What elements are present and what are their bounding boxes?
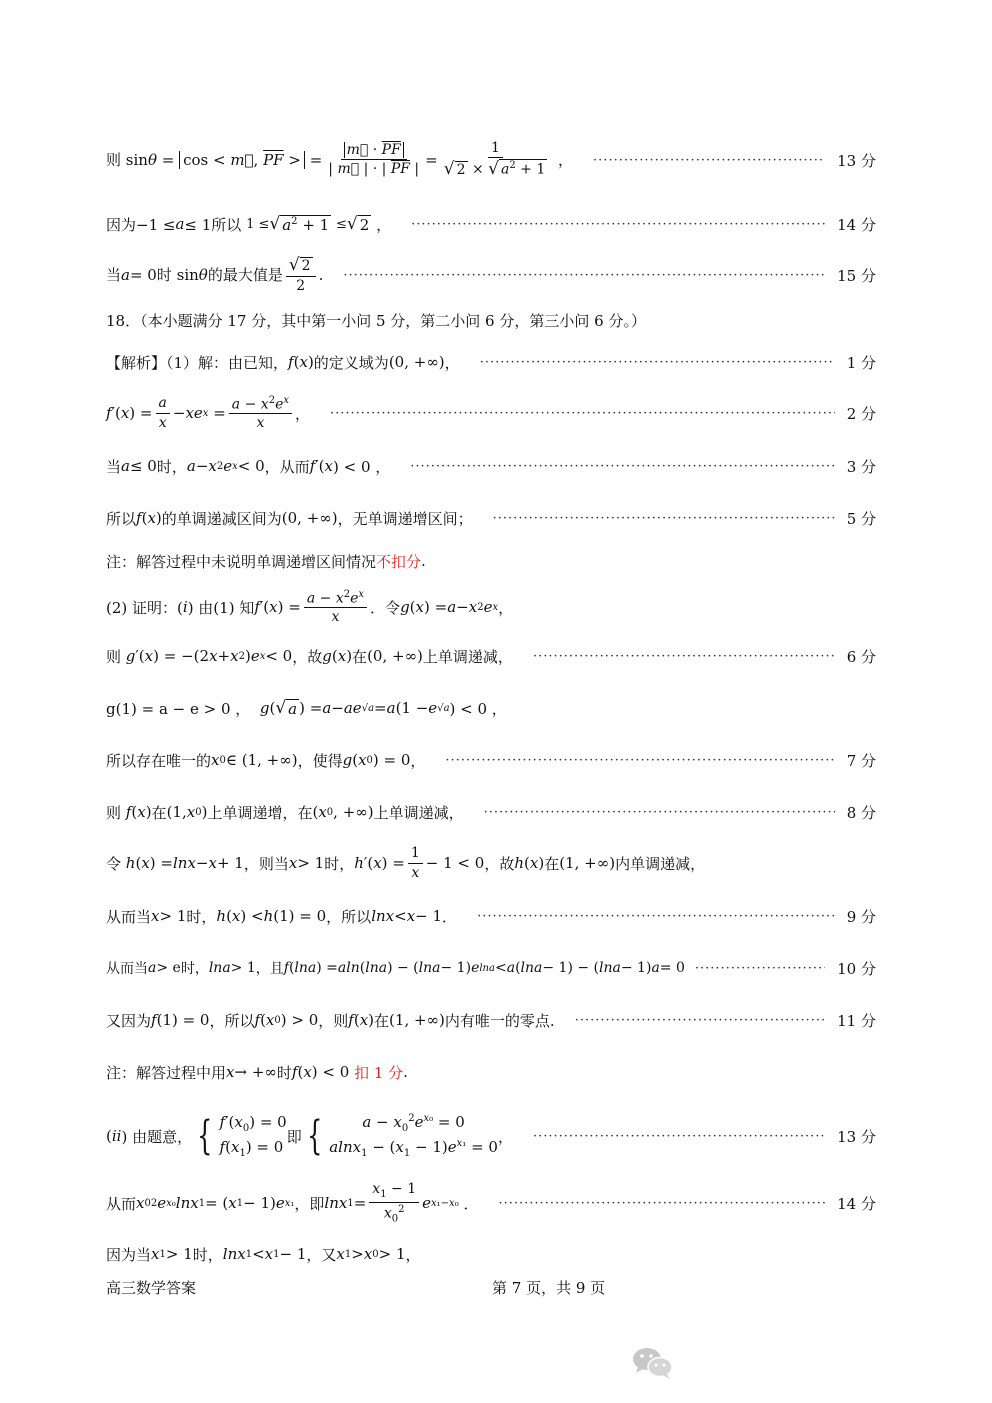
leader-dots (533, 1129, 825, 1144)
answer-line-2: f ′( x ) = $\frac{a}{x}$ − x e x = $\frac{a - x^2e^x}{x}$ ， ····· 2 分 (106, 390, 876, 436)
answer-line-5: 所以 f ( x ) 的单调递减区间为 (0, +∞) ，无单调递增区间； ····· 5 分 (106, 504, 876, 532)
answer-line-last: 因为当 x 1 > 1 时， lnx 1 < x 1 − 1 ，又 x 1 > x 0 > 1 ， (106, 1245, 421, 1264)
leader-dots (410, 459, 834, 474)
part-2-intro: (2) 证明：( i ) 由(1) 知 f ′( x ) = $\frac{a - x^2e^x}{x}$ ．令 g ( x ) = a − x 2 e x ， (106, 588, 514, 626)
footer-page-number: 第 7 页，共 9 页 (492, 1279, 606, 1297)
leader-dots (575, 1013, 825, 1028)
red-remark: 不扣分 (376, 552, 422, 571)
answer-line-6: 则 g ′( x ) = −(2 x + x 2 ) e x < 0 ，故 g ( x ) 在 (0, +∞) 上单调递减， ····· 6 分 (106, 642, 876, 670)
score-label: 3 分 (846, 457, 876, 476)
answer-line-13 (106, 130, 876, 190)
score-label: 14 分 (837, 215, 876, 234)
answer-line-14b: 从而 x 0 2 e x₀ lnx 1 = ( x 1 − 1) e x₁ ，即 lnx 1 = $\frac{x_1 - 1}{x_0^2}$ e x₁−x₀ ． ····· 14 分 (106, 1178, 876, 1228)
score-label: 13 分 (837, 1127, 876, 1146)
leader-dots (330, 406, 835, 421)
answer-line-9: 从而当 x > 1 时， h ( x ) < h (1) = 0 ，所以 lnx < x − 1 ． ····· 9 分 (106, 902, 876, 930)
score-label: 6 分 (846, 647, 876, 666)
leader-dots (411, 217, 825, 232)
answer-line-10: 从而当 a > e 时， lna > 1 ，且 f ( lna ) = a ln ( lna ) − ( lna − 1) e lna < a ( lna − 1) − ( lna − 1) a = 0 ····· 10 分 (106, 954, 876, 982)
score-label: 7 分 (846, 751, 876, 770)
score-label: 8 分 (846, 803, 876, 822)
leader-dots (480, 355, 835, 370)
leader-dots (493, 511, 835, 526)
score-label: 11 分 (837, 1011, 876, 1030)
leader-dots (695, 961, 825, 976)
answer-line-7: 所以存在唯一的 x 0 ∈ (1, +∞) ，使得 g ( x 0 ) = 0 ， ····· 7 分 (106, 746, 876, 774)
leader-dots (484, 805, 835, 820)
answer-line-14: 因为−1 ≤ a ≤ 1所以 1 ≤ √ $a^2 + 1$ ≤ √ 2 ， ····· 14 分 (106, 208, 876, 240)
leader-dots (499, 1196, 826, 1211)
answer-line-15: 当 a = 0时 sin θ 的最大值是 $\frac{√ 2}{2}$ . ····· 15 分 (106, 252, 876, 298)
footer-subject: 高三数学答案 (106, 1279, 197, 1297)
score-label: 10 分 (837, 959, 876, 978)
score-label: 1 分 (846, 353, 876, 372)
question-18-heading: 18．（本小题满分 17 分，其中第一小问 5 分，第二小问 6 分，第三小问 6 分。） (106, 311, 646, 330)
answer-line-1: 【解析】（1）解：由已知， f ( x ) 的定义域为 (0, +∞) ， ····· 1 分 (106, 348, 876, 376)
g-values-line: g(1) = a − e > 0 ， g ( √ a ) = a − a e √a = a (1 − e √a ) < 0 ， (106, 698, 507, 718)
score-label: 13 分 (837, 151, 876, 170)
leader-dots (445, 753, 834, 768)
score-label: 14 分 (837, 1194, 876, 1213)
red-remark: 扣 1 分 (354, 1063, 404, 1082)
answer-line-11: 又因为 f (1) = 0 ，所以 f ( x 0 ) > 0 ，则 f ( x ) 在 (1, +∞) 内有唯一的零点. ····· 11 分 (106, 1006, 876, 1034)
score-label: 9 分 (846, 907, 876, 926)
answer-line-3: 当 a ≤ 0 时， a − x 2 e x < 0 ，从而 f ′( x ) < 0 ， ····· 3 分 (106, 452, 876, 480)
leader-dots (477, 909, 835, 924)
formula-sin-theta: 则 sin θ = cos < m⃗, $\overline{PF}$ > = $\frac{m⃗ \cdot \overline{PF}}{| m⃗ | \cdot | \overline{PF} |}$ = $\frac{1}{√ 2 \times √ a^2 + 1}$ ， (106, 140, 574, 180)
score-label: 15 分 (837, 266, 876, 285)
leader-dots (593, 153, 825, 168)
note-1: 注：解答过程中未说明单调递增区间情况 不扣分 . (106, 552, 426, 571)
h-function-line: 令 h ( x ) = lnx − x + 1 ，则当 x > 1 时， h ′( x ) = $\frac{1}{x}$ − 1 < 0 ，故 h ( x ) 在 (1, +∞) 内单调递减， (106, 845, 706, 881)
equation-system: { $a - x_0^2e^{x_0} = 0$ $alnx_1 - (x_1 - 1)e^{x_1} = 0$ (306, 1113, 498, 1159)
answer-line-8: 则 f ( x ) 在 (1, x 0 ) 上单调递增，在 ( x 0 , +∞) 上单调递减， ····· 8 分 (106, 798, 876, 826)
equation-system: { $f'(x_0) = 0$ $f(x_1) = 0$ (197, 1113, 287, 1159)
score-label: 2 分 (846, 404, 876, 423)
score-label: 5 分 (846, 509, 876, 528)
note-2: 注：解答过程中用 x → +∞ 时 f ( x ) < 0 扣 1 分 . (106, 1063, 408, 1082)
answer-line-13b: ( ii ) 由题意， { $f'(x_0) = 0$ $f(x_1) = 0$ 即 { $a - x_0^2e^{x_0} = 0$ $alnx_1 - (x_1 - 1)e^{x_1} = 0$ ， ····· 13 分 (106, 1106, 876, 1166)
leader-dots (343, 268, 825, 283)
leader-dots (533, 649, 835, 664)
wechat-icon (632, 1346, 674, 1384)
